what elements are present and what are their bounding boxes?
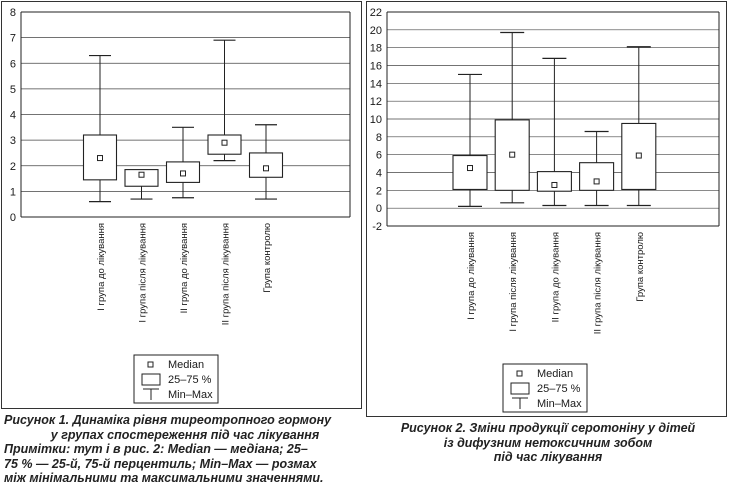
legend-iqr-label: 25–75 % [537, 383, 581, 395]
median-marker [636, 153, 641, 158]
legend-median-label: Median [168, 359, 205, 371]
category-label: І група до лікування [96, 223, 107, 311]
y-tick-label: -2 [372, 221, 382, 233]
legend-median-marker [517, 371, 522, 376]
y-tick-label: 2 [375, 185, 382, 198]
y-tick-label: 18 [369, 42, 382, 55]
figure-2-caption-line-3: під час лікування [493, 450, 603, 464]
category-label: Група контролю [634, 232, 646, 302]
figure-2-caption-line-2: із дифузним нетоксичним зобом [443, 435, 653, 450]
legend-median-label: Median [537, 368, 574, 380]
category-label: Група контролю [262, 223, 273, 293]
y-tick-label: 10 [369, 114, 382, 126]
y-tick-label: 8 [9, 7, 16, 19]
y-tick-label: 0 [375, 203, 382, 216]
legend-minmax-label: Min–Max [168, 389, 213, 401]
y-tick-label: 6 [375, 149, 382, 162]
legend-iqr-swatch [142, 374, 160, 385]
y-tick-label: 14 [369, 78, 382, 91]
median-marker [181, 171, 186, 176]
chart-1-tsh-boxplot [0, 0, 365, 412]
legend-minmax-label: Min–Max [537, 398, 582, 410]
chart-2-serotonin-boxplot [366, 0, 728, 420]
median-marker [552, 182, 557, 187]
y-tick-label: 6 [9, 58, 16, 71]
y-tick-label: 16 [369, 60, 382, 73]
figure-1-caption-note-3: між мінімальними та максимальними значеннями. [4, 471, 324, 485]
figure-1-caption-note-2: 75 % — 25-й, 75-й перцентиль; Min–Max — розмах [4, 456, 317, 471]
category-label: ІІ група після лікування [592, 232, 604, 335]
median-marker [468, 166, 473, 171]
y-tick-label: 4 [375, 167, 382, 180]
figure-1-caption [4, 413, 366, 486]
y-tick-label: 5 [9, 83, 16, 96]
category-label: І група після лікування [508, 232, 520, 332]
y-tick-label: 3 [9, 135, 16, 148]
category-label: ІІ група до лікування [179, 223, 190, 314]
median-marker [222, 140, 227, 145]
y-tick-label: 7 [9, 32, 16, 45]
figure-2-caption-line-1: Рисунок 2. Зміни продукції серотоніну у дітей [400, 421, 696, 435]
legend-iqr-label: 25–75 % [168, 374, 212, 386]
median-marker [98, 156, 103, 161]
figure-1-caption-note-1: Примітки: тут і в рис. 2: Median — медіана; 25– [4, 442, 308, 456]
y-tick-label: 22 [369, 7, 382, 19]
legend-iqr-swatch [511, 383, 529, 394]
category-label: І група до лікування [466, 232, 477, 320]
category-label: ІІ група до лікування [550, 232, 562, 323]
figure-1-caption-title-1: Рисунок 1. Динаміка рівня тиреотропного гормону [4, 413, 332, 427]
median-marker [594, 179, 599, 184]
legend-median-marker [148, 362, 153, 367]
category-label: І група після лікування [137, 223, 149, 323]
y-tick-label: 2 [9, 160, 16, 173]
figure-1-caption-title-2: у групах спостереження під час лікування [50, 427, 320, 442]
category-label: ІІ група після лікування [220, 223, 232, 326]
median-marker [139, 172, 144, 177]
median-marker [264, 166, 269, 171]
y-tick-label: 8 [375, 131, 382, 144]
median-marker [510, 152, 515, 157]
y-tick-label: 12 [369, 96, 382, 109]
iqr-box [537, 172, 571, 192]
y-tick-label: 4 [9, 109, 16, 122]
iqr-box [250, 153, 283, 177]
iqr-box [580, 163, 614, 191]
y-tick-label: 0 [9, 212, 16, 224]
y-tick-label: 1 [9, 186, 16, 199]
figure-2-caption [370, 421, 726, 465]
iqr-box [453, 156, 487, 190]
y-tick-label: 20 [369, 24, 382, 37]
